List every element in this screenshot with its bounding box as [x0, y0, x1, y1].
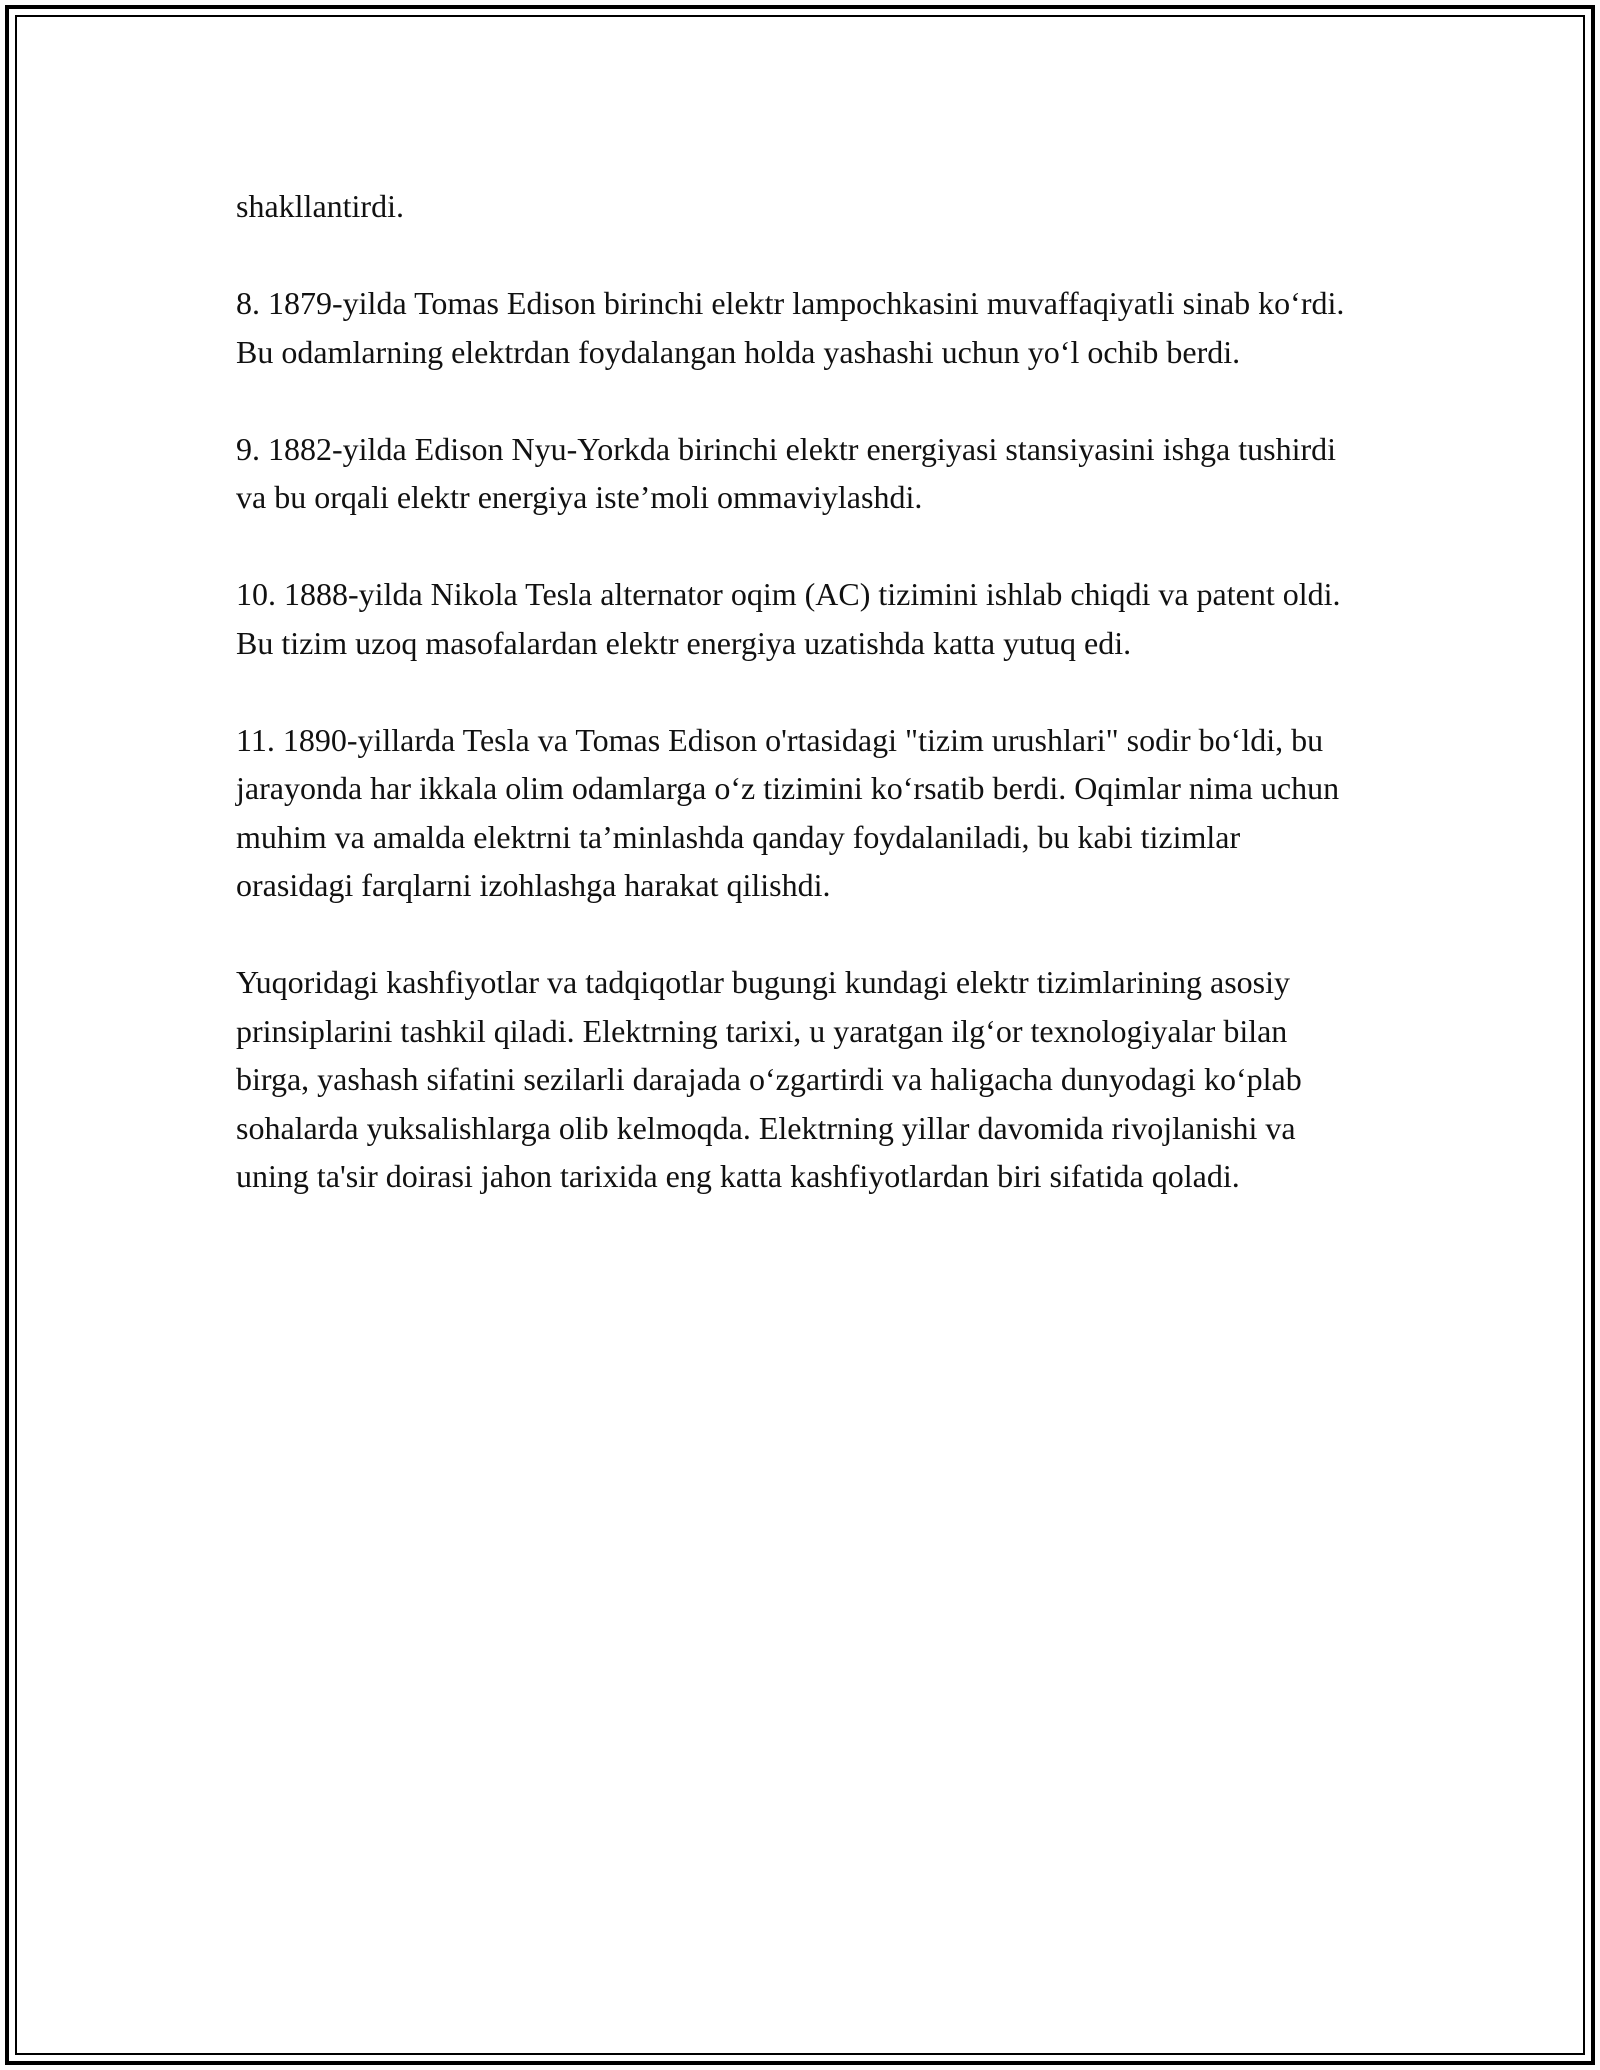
paragraph-item-8: 8. 1879-yilda Tomas Edison birinchi elektr lampochkasini muvaffaqiyatli sinab ko‘rdi. Bu odamlarning elektrdan foydalangan holda yashashi uchun yo‘l ochib berdi. — [236, 285, 1345, 370]
paragraph-conclusion: Yuqoridagi kashfiyotlar va tadqiqotlar bugungi kundagi elektr tizimlarining asosiy prinsiplarini tashkil qiladi. Elektrning tarixi, u yaratgan ilg‘or texnologiyalar bilan birga, yashash sifatini sezilarli darajada o‘zgartirdi va haligacha dunyodagi ko‘plab sohalarda yuksalishlarga olib kelmoqda. Elektrning yillar davomida rivojlanishi va uning ta'sir doirasi jahon tarixida eng katta kashfiyotlardan biri sifatida qoladi. — [236, 964, 1302, 1194]
document-body — [236, 182, 1356, 1249]
paragraph-item-11: 11. 1890-yillarda Tesla va Tomas Edison o'rtasidagi "tizim urushlari" sodir bo‘ldi, bu jarayonda har ikkala olim odamlarga o‘z tizimini ko‘rsatib berdi. Oqimlar nima uchun muhim va amalda elektrni ta’minlashda qanday foydalaniladi, bu kabi tizimlar orasidagi farqlarni izohlashga harakat qilishdi. — [236, 721, 1340, 903]
paragraph-item-10: 10. 1888-yilda Nikola Tesla alternator oqim (AC) tizimini ishlab chiqdi va patent oldi. Bu tizim uzoq masofalardan elektr energiya uzatishda katta yutuq edi. — [236, 576, 1341, 661]
paragraph-continuation: shakllantirdi. — [236, 188, 404, 224]
paragraph-item-9: 9. 1882-yilda Edison Nyu-Yorkda birinchi elektr energiyasi stansiyasini ishga tushirdi va bu orqali elektr energiya iste’moli ommaviylashdi. — [236, 430, 1337, 515]
